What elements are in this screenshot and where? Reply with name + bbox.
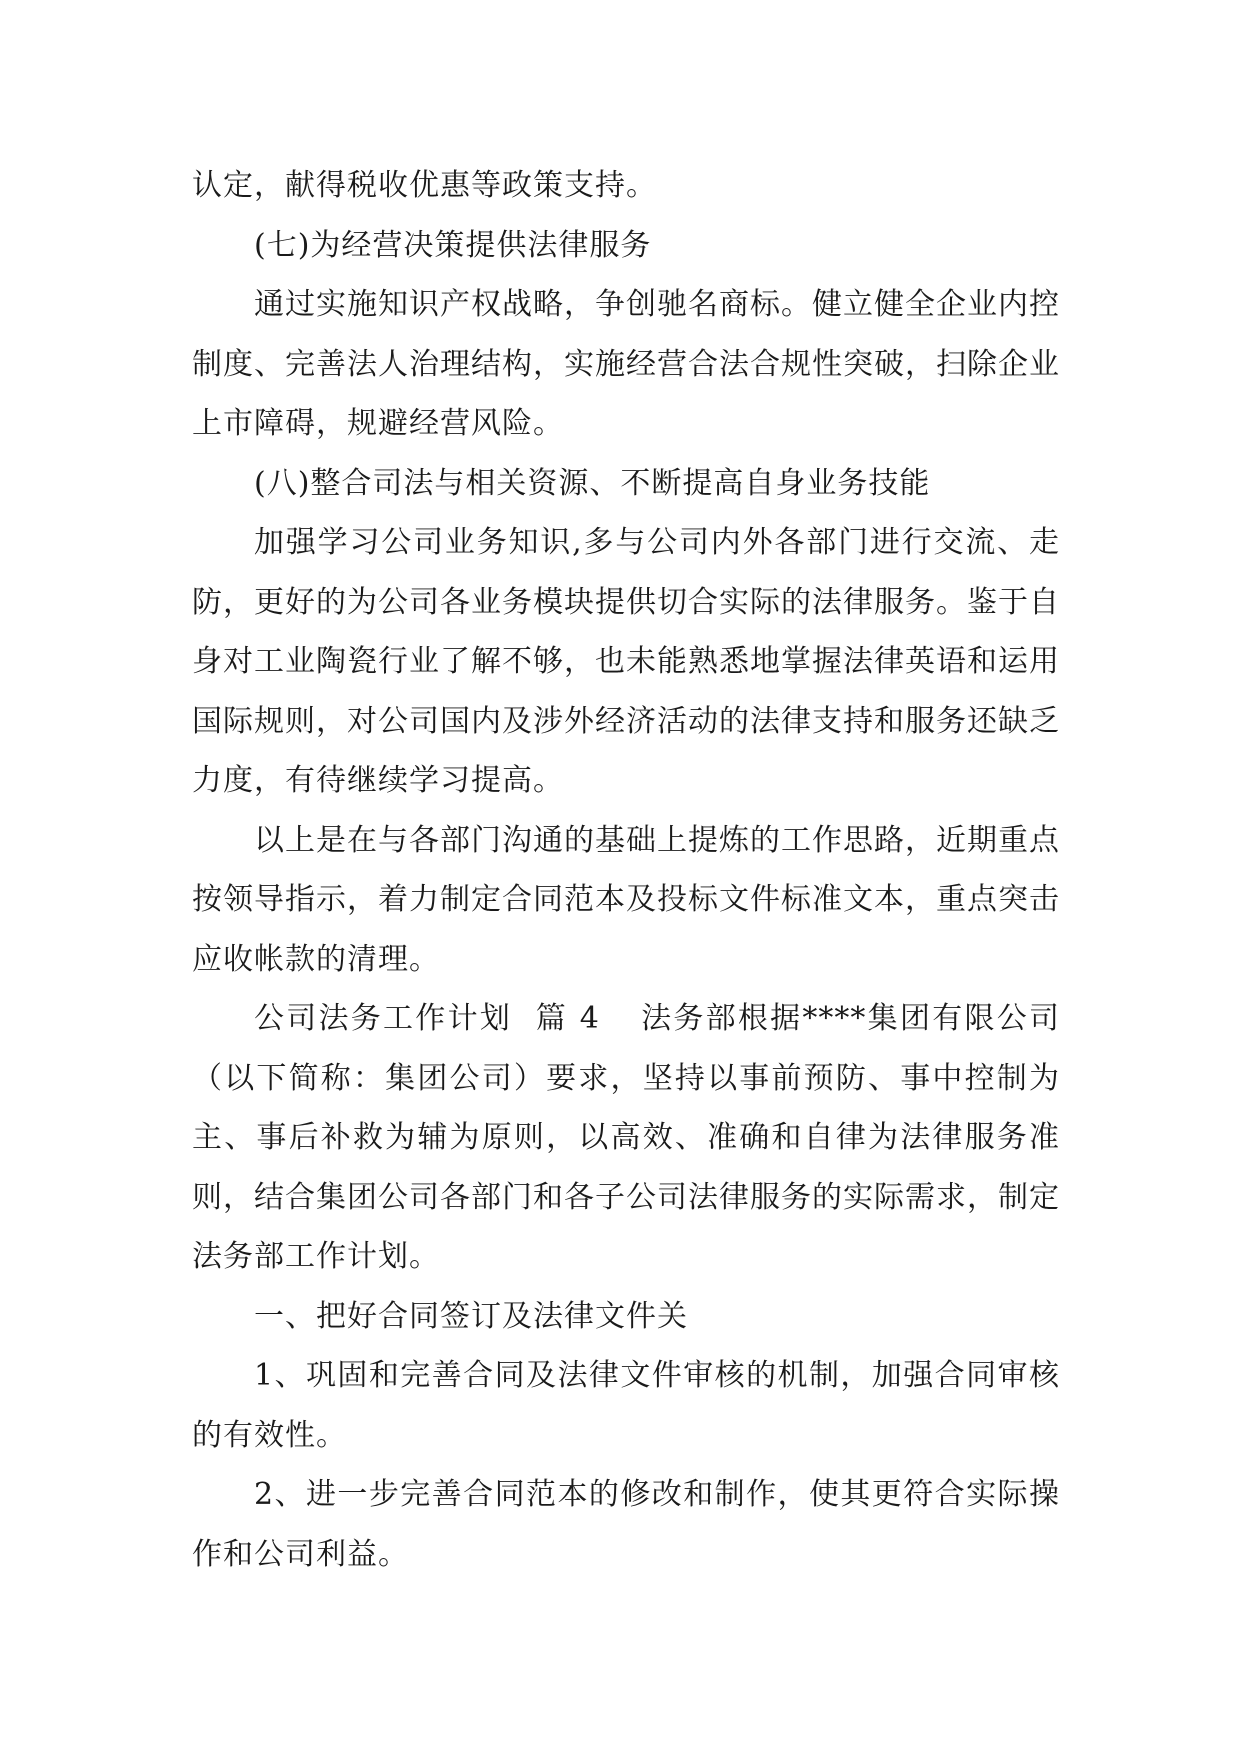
heading-section-7: (七)为经营决策提供法律服务 — [254, 227, 652, 263]
document-body — [192, 156, 1060, 1584]
list-item-1: 1、巩固和完善合同及法律文件审核的机制，加强合同审核的有效性。 — [192, 1358, 1060, 1453]
paragraph-1: 认定，献得税收优惠等政策支持。 — [192, 168, 657, 203]
article-intro: 法务部根据****集团有限公司（以下简称：集团公司）要求，坚持以事前预防、事中控制为主、事后补救为辅为原则，以高效、准确和自律为法律服务准则，结合集团公司各部门和各子公司法律服务的实际需求，制定法务部工作计划。 — [192, 1001, 1060, 1274]
paragraph-5: 加强学习公司业务知识,多与公司内外各部门进行交流、走防，更好的为公司各业务模块提供切合实际的法律服务。鉴于自身对工业陶瓷行业了解不够，也未能熟悉地掌握法律英语和运用国际规则，对公司国内及涉外经济活动的法律支持和服务还缺乏力度，有待继续学习提高。 — [192, 525, 1060, 798]
paragraph-7 — [192, 989, 1060, 1287]
paragraph-3: 通过实施知识产权战略，争创驰名商标。健立健全企业内控制度、完善法人治理结构，实施经营合法合规性突破，扫除企业上市障碍，规避经营风险。 — [192, 287, 1060, 441]
heading-section-8: (八)整合司法与相关资源、不断提高自身业务技能 — [254, 465, 931, 501]
heading-part-1: 一、把好合同签订及法律文件关 — [254, 1298, 688, 1334]
list-item-2: 2、进一步完善合同范本的修改和制作，使其更符合实际操作和公司利益。 — [192, 1477, 1060, 1572]
article-title: 公司法务工作计划 篇 4 — [254, 1001, 600, 1036]
paragraph-6: 以上是在与各部门沟通的基础上提炼的工作思路，近期重点按领导指示，着力制定合同范本及投标文件标准文本，重点突击应收帐款的清理。 — [192, 822, 1060, 977]
